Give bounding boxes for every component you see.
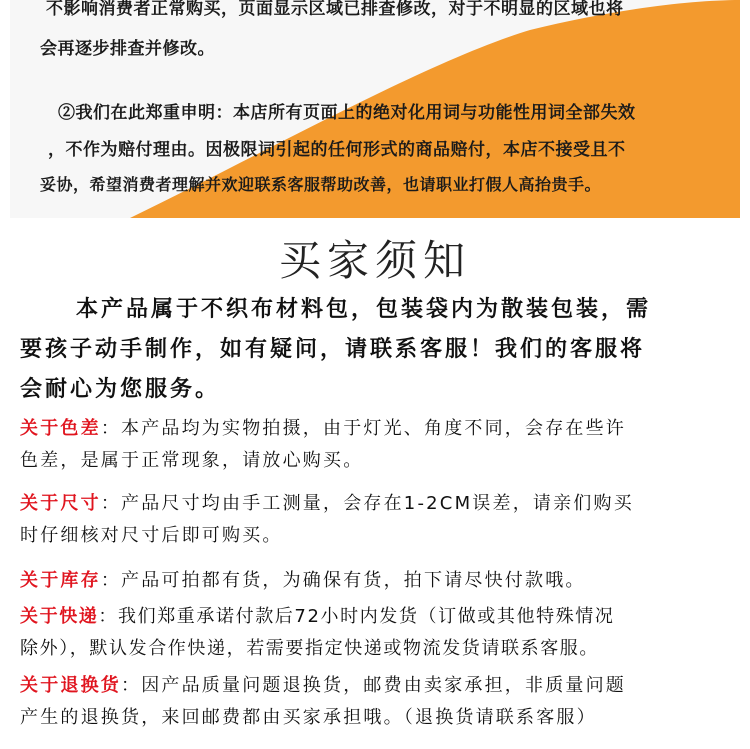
notice-banner xyxy=(10,0,740,218)
section-label: 关于退换货 xyxy=(20,675,121,696)
section-text: ：我们郑重承诺付款后72小时内发货（订做或其他特殊情况 xyxy=(98,606,615,627)
intro-line: 要孩子动手制作，如有疑问，请联系客服！我们的客服将 xyxy=(20,337,646,362)
banner-line: ，不作为赔付理由。因极限词引起的任何形式的商品赔付，本店不接受且不 xyxy=(48,140,626,160)
section-text: ：产品尺寸均由手工测量，会存在1-2CM误差，请亲们购买 xyxy=(100,493,634,514)
section-label: 关于尺寸 xyxy=(20,493,101,514)
banner-line: 妥协，希望消费者理解并欢迎联系客服帮助改善，也请职业打假人高抬贵手。 xyxy=(40,175,602,194)
intro-line: 本产品属于不织布材料包，包装袋内为散装包装，需 xyxy=(76,297,652,322)
banner-text xyxy=(10,0,740,218)
section-text: ：因产品质量问题退换货，邮费由卖家承担，非质量问题 xyxy=(121,675,626,696)
banner-line: ②我们在此郑重申明：本店所有页面上的绝对化用词与功能性用词全部失效 xyxy=(58,103,636,123)
section-text: 产生的退换货，来回邮费都由买家承担哦。（退换货请联系客服） xyxy=(20,707,597,728)
banner-line: 会再逐步排查并修改。 xyxy=(40,39,215,59)
section-size xyxy=(20,489,740,515)
section-continuation xyxy=(20,703,740,729)
section-text: ：产品可拍都有货，为确保有货，拍下请尽快付款哦。 xyxy=(100,570,586,591)
section-continuation xyxy=(20,446,740,472)
section-label: 关于库存 xyxy=(20,570,101,591)
section-continuation xyxy=(20,521,740,547)
section-text: 时仔细核对尺寸后即可购买。 xyxy=(20,525,283,546)
section-returns xyxy=(20,671,740,697)
page-title: 买家须知 xyxy=(278,236,471,285)
section-stock xyxy=(20,566,740,592)
section-text: ：本产品均为实物拍摄，由于灯光、角度不同，会存在些许 xyxy=(100,418,627,439)
section-label: 关于快递 xyxy=(20,606,99,627)
section-color-difference xyxy=(20,414,740,440)
section-text: 色差，是属于正常现象，请放心购买。 xyxy=(20,450,364,471)
section-text: 除外），默认发合作快递，若需要指定快递或物流发货请联系客服。 xyxy=(20,638,599,659)
section-label: 关于色差 xyxy=(20,418,101,439)
section-delivery xyxy=(20,602,740,628)
intro-line: 会耐心为您服务。 xyxy=(20,377,221,402)
banner-line: 不影响消费者正常购买，页面显示区域已排查修改，对于不明显的区域也将 xyxy=(46,0,624,19)
section-continuation xyxy=(20,634,740,660)
